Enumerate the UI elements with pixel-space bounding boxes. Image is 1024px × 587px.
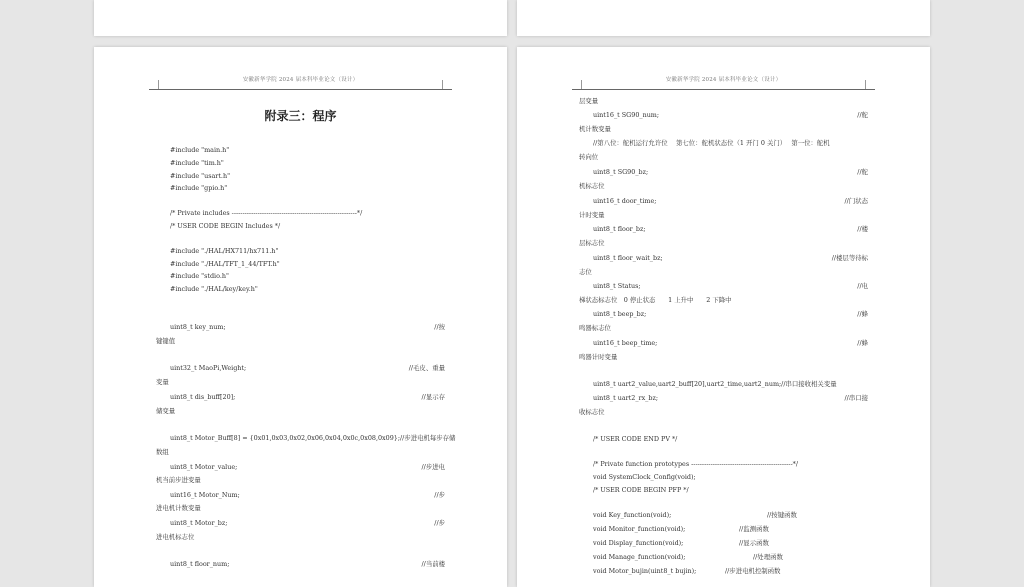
- code-line: void Monitor_function(void);: [593, 525, 686, 533]
- code-comment: //显示存: [421, 393, 445, 401]
- code-line-wrap: 进电机计数变量: [156, 504, 201, 512]
- code-line-wrap: 进电机标志位: [156, 533, 195, 541]
- code-line: uint16_t door_time;: [593, 197, 657, 205]
- code-comment: //步: [434, 519, 445, 527]
- code-line-wrap: 机计数变量: [579, 125, 611, 133]
- code-line: uint8_t floor_bz;: [593, 225, 646, 233]
- code-comment: //步进电机控制函数: [725, 567, 781, 575]
- code-line-wrap: 收标志位: [579, 408, 605, 416]
- code-line: /* USER CODE END PV */: [593, 435, 678, 443]
- code-comment: //蜂: [857, 310, 868, 318]
- code-comment: //舵: [857, 168, 868, 176]
- code-line: uint8_t dis_buff[20];: [170, 393, 236, 401]
- code-line-wrap: 机标志位: [579, 182, 605, 190]
- code-line: #include "./HAL/key/key.h": [170, 285, 258, 293]
- code-line-wrap: 层变量: [579, 97, 599, 105]
- running-header: 安徽新华学院 2024 届本科毕业论文（设计）: [665, 77, 782, 83]
- code-line: uint8_t Motor_bz;: [170, 519, 228, 527]
- code-line-wrap: 储变量: [156, 407, 176, 415]
- code-line: uint8_t SG90_bz;: [593, 168, 649, 176]
- code-line: uint16_t Motor_Num;: [170, 491, 240, 499]
- code-line: uint8_t Motor_value;: [170, 463, 238, 471]
- code-line: void Key_function(void);: [593, 511, 672, 519]
- code-line: void Display_function(void);: [593, 539, 684, 547]
- code-comment: //舵: [857, 111, 868, 119]
- code-line: #include "./HAL/TFT_1_44/TFT.h": [170, 260, 280, 268]
- code-line-wrap: 转向位: [579, 153, 599, 161]
- document-page-right: [517, 47, 930, 587]
- code-line-wrap: 变量: [156, 378, 169, 386]
- code-line-wrap: 机当前步进变量: [156, 476, 201, 484]
- previous-page-left: [94, 0, 507, 36]
- code-line-wrap: 计时变量: [579, 211, 605, 219]
- code-comment: //显示函数: [739, 539, 769, 547]
- code-line: uint8_t Status;: [593, 282, 641, 290]
- code-line-wrap: 梯状态标志位 0 停止状态 1 上升中 2 下降中: [579, 296, 732, 304]
- code-line: uint8_t floor_num;: [170, 560, 230, 568]
- code-line: uint8_t Motor_Buff[8] = {0x01,0x03,0x02,0x06,0x04,0x0c,0x08,0x09};//步进电机每步存储: [170, 434, 456, 442]
- code-line-wrap: 层标志位: [579, 239, 605, 247]
- code-comment: //楼: [857, 225, 868, 233]
- code-line-wrap: 鸣器标志位: [579, 324, 611, 332]
- code-line: uint8_t key_num;: [170, 323, 226, 331]
- code-line: uint16_t SG90_num;: [593, 111, 660, 119]
- code-comment: //步: [434, 491, 445, 499]
- code-line: uint8_t uart2_value,uart2_buff[20],uart2_time,uart2_num;//串口接收相关变量: [593, 380, 837, 388]
- code-line: #include "./HAL/HX711/hx711.h": [170, 247, 279, 255]
- code-line: #include "gpio.h": [170, 184, 228, 192]
- code-comment: //处理函数: [753, 553, 783, 561]
- header-rule: [149, 89, 452, 90]
- code-line: #include "usart.h": [170, 172, 231, 180]
- code-line: /* Private includes ----------------------------------------------------------*/: [170, 209, 363, 217]
- code-comment: //按: [434, 323, 445, 331]
- code-comment: //串口接: [844, 394, 868, 402]
- code-line: uint32_t MaoPi,Weight;: [170, 364, 247, 372]
- code-line: #include "stdio.h": [170, 272, 229, 280]
- header-rule: [572, 89, 875, 90]
- code-comment: //监测函数: [739, 525, 769, 533]
- code-line-wrap: 数组: [156, 448, 169, 456]
- code-line: void SystemClock_Config(void);: [593, 473, 696, 481]
- code-comment: //楼层等待标: [831, 254, 868, 262]
- code-line: /* USER CODE BEGIN PFP */: [593, 486, 689, 494]
- code-line: uint8_t uart2_rx_bz;: [593, 394, 658, 402]
- code-comment: //当前楼: [421, 560, 445, 568]
- code-comment: //毛皮、重量: [408, 364, 445, 372]
- document-page-left: [94, 47, 507, 587]
- code-comment: //蜂: [857, 339, 868, 347]
- code-line-wrap: 鸣器计时变量: [579, 353, 618, 361]
- code-line: //第八位：舵机运行允许位 第七位：舵机状态位（1 开门 0 关门） 第一位：舵机: [593, 139, 830, 147]
- code-comment: //电: [857, 282, 868, 290]
- code-line-wrap: 键键值: [156, 337, 176, 345]
- code-comment: //步进电: [421, 463, 445, 471]
- appendix-title: 附录三：程序: [264, 109, 337, 123]
- code-line: void Motor_bujin(uint8_t bujin);: [593, 567, 697, 575]
- code-line: void Manage_function(void);: [593, 553, 686, 561]
- code-comment: //按键函数: [767, 511, 797, 519]
- previous-page-right: [517, 0, 930, 36]
- code-line: #include "tim.h": [170, 159, 224, 167]
- code-line: uint8_t beep_bz;: [593, 310, 647, 318]
- code-line: /* Private function prototypes -----------------------------------------------*/: [593, 460, 798, 468]
- code-line: #include "main.h": [170, 146, 230, 154]
- code-line-wrap: 志位: [579, 268, 592, 276]
- code-line: /* USER CODE BEGIN Includes */: [170, 222, 281, 230]
- code-line: uint8_t floor_wait_bz;: [593, 254, 663, 262]
- code-comment: //门状态: [844, 197, 868, 205]
- code-line: uint16_t beep_time;: [593, 339, 658, 347]
- running-header: 安徽新华学院 2024 届本科毕业论文（设计）: [242, 77, 359, 83]
